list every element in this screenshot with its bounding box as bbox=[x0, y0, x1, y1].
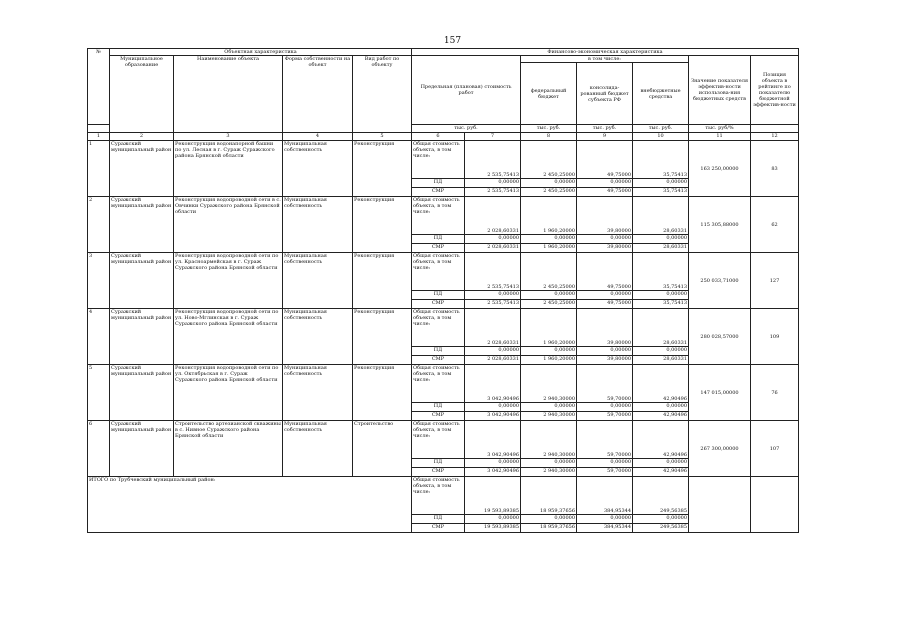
pd-regional-cell: 0,00000 bbox=[577, 179, 633, 188]
offbudget-cell: 42,90496 bbox=[633, 421, 689, 459]
pd-cost-cell: 0,00000 bbox=[465, 515, 521, 524]
header-federal: федеральный бюджет bbox=[521, 63, 577, 125]
pd-cost-cell: 0,00000 bbox=[465, 179, 521, 188]
rank-cell: 76 bbox=[751, 365, 799, 421]
header-including: в том числе: bbox=[521, 56, 689, 63]
object-name-cell: Реконструкция водопроводной сети по ул. Красноармейская в г. Сураж Суражского района Брянской области bbox=[174, 253, 283, 309]
object-name-cell: Реконструкция водонапорной башни по ул. Лесная в г. Сураж Суражского района Брянской области bbox=[174, 141, 283, 197]
smr-label: СМР bbox=[412, 188, 465, 197]
pd-federal-cell: 0,00000 bbox=[521, 235, 577, 244]
total-cost-cell: 2 535,75413 bbox=[465, 253, 521, 291]
pd-label: ПД bbox=[412, 235, 465, 244]
pd-cost-cell: 0,00000 bbox=[465, 459, 521, 468]
page-number: 157 bbox=[443, 36, 462, 46]
federal-cell: 1 960,20000 bbox=[521, 197, 577, 235]
total-label-cell: Общая стоимость объекта, в том числе: bbox=[412, 197, 465, 235]
smr-offbudget-cell: 42,90496 bbox=[633, 412, 689, 421]
smr-offbudget-cell: 42,90496 bbox=[633, 468, 689, 477]
colnum: 11 bbox=[689, 133, 751, 141]
colnum: 2 bbox=[110, 133, 174, 141]
colnum: 4 bbox=[283, 133, 353, 141]
smr-offbudget-cell: 28,60331 bbox=[633, 356, 689, 365]
rank-cell: 62 bbox=[751, 197, 799, 253]
pd-federal-cell: 0,00000 bbox=[521, 459, 577, 468]
colnum: 3 bbox=[174, 133, 283, 141]
total-row-label: ИТОГО по Трубчевский муниципальный район: bbox=[88, 477, 412, 533]
federal-cell: 2 940,30000 bbox=[521, 421, 577, 459]
total-label-cell: Общая стоимость объекта, в том числе: bbox=[412, 421, 465, 459]
municipality-cell: Суражский муниципальный район bbox=[110, 197, 174, 253]
pd-offbudget-cell: 0,00000 bbox=[633, 403, 689, 412]
smr-offbudget-cell: 249,56385 bbox=[633, 524, 689, 533]
object-name-cell: Строительство артезианской скважины в с. Нивное Суражского района Брянской области bbox=[174, 421, 283, 477]
ownership-cell: Муниципальная собственность bbox=[283, 197, 353, 253]
row-number: 1 bbox=[88, 141, 110, 197]
smr-federal-cell: 2 940,30000 bbox=[521, 412, 577, 421]
regional-cell: 39,80000 bbox=[577, 309, 633, 347]
colnum: 1 bbox=[88, 133, 110, 141]
row-number: 6 bbox=[88, 421, 110, 477]
work-type-cell: Реконструкция bbox=[353, 365, 412, 421]
pd-cost-cell: 0,00000 bbox=[465, 347, 521, 356]
rank-cell: 109 bbox=[751, 309, 799, 365]
header-object-name: Наименование объекта bbox=[174, 56, 283, 133]
smr-federal-cell: 1 960,20000 bbox=[521, 244, 577, 253]
header-rank: Позиция объекта в рейтинге по показателю бюджетной эффектив-ности bbox=[751, 56, 799, 125]
unit-offbudget: тыс. руб. bbox=[633, 125, 689, 133]
smr-cost-cell: 19 593,89385 bbox=[465, 524, 521, 533]
offbudget-cell: 28,60331 bbox=[633, 197, 689, 235]
pd-label: ПД bbox=[412, 459, 465, 468]
total-cost-cell: 2 028,60331 bbox=[465, 197, 521, 235]
finance-table bbox=[87, 48, 799, 533]
pd-offbudget-cell: 0,00000 bbox=[633, 291, 689, 300]
total-cost-cell: 3 042,90496 bbox=[465, 365, 521, 403]
pd-cost-cell: 0,00000 bbox=[465, 291, 521, 300]
total-cost-cell: 19 593,89385 bbox=[465, 477, 521, 515]
object-name-cell: Реконструкция водопроводной сети по ул. Октябрьская в г. Сураж Суражского района Брянской области bbox=[174, 365, 283, 421]
pd-label: ПД bbox=[412, 179, 465, 188]
smr-cost-cell: 2 028,60331 bbox=[465, 356, 521, 365]
rank-cell bbox=[751, 477, 799, 533]
federal-cell: 18 959,37656 bbox=[521, 477, 577, 515]
total-cost-cell: 3 042,90496 bbox=[465, 421, 521, 459]
colnum: 12 bbox=[751, 133, 799, 141]
rank-cell: 107 bbox=[751, 421, 799, 477]
smr-label: СМР bbox=[412, 412, 465, 421]
smr-cost-cell: 3 042,90496 bbox=[465, 468, 521, 477]
pd-label: ПД bbox=[412, 403, 465, 412]
regional-cell: 49,75000 bbox=[577, 253, 633, 291]
colnum: 7 bbox=[465, 133, 521, 141]
smr-regional-cell: 39,80000 bbox=[577, 244, 633, 253]
pd-federal-cell: 0,00000 bbox=[521, 515, 577, 524]
ownership-cell: Муниципальная собственность bbox=[283, 253, 353, 309]
pd-label: ПД bbox=[412, 515, 465, 524]
municipality-cell: Суражский муниципальный район bbox=[110, 421, 174, 477]
object-name-cell: Реконструкция водопроводной сети по ул. Ново-Мглинская в г. Сураж Суражского района Брянской области bbox=[174, 309, 283, 365]
work-type-cell: Реконструкция bbox=[353, 253, 412, 309]
smr-label: СМР bbox=[412, 244, 465, 253]
smr-label: СМР bbox=[412, 356, 465, 365]
work-type-cell: Реконструкция bbox=[353, 309, 412, 365]
total-label-cell: Общая стоимость объекта, в том числе: bbox=[412, 309, 465, 347]
pd-regional-cell: 0,00000 bbox=[577, 403, 633, 412]
smr-federal-cell: 1 960,20000 bbox=[521, 356, 577, 365]
efficiency-cell: 147 015,00000 bbox=[689, 365, 751, 421]
header-work-type: Вид работ по объекту bbox=[353, 56, 412, 133]
header-object-char: Объектная характеристика bbox=[110, 49, 412, 56]
smr-cost-cell: 3 042,90496 bbox=[465, 412, 521, 421]
smr-regional-cell: 49,75000 bbox=[577, 188, 633, 197]
rank-cell: 127 bbox=[751, 253, 799, 309]
pd-federal-cell: 0,00000 bbox=[521, 291, 577, 300]
pd-cost-cell: 0,00000 bbox=[465, 403, 521, 412]
pd-offbudget-cell: 0,00000 bbox=[633, 459, 689, 468]
header-regional: консолида-рованный бюджет субъекта РФ bbox=[577, 63, 633, 125]
smr-cost-cell: 2 028,60331 bbox=[465, 244, 521, 253]
pd-offbudget-cell: 0,00000 bbox=[633, 235, 689, 244]
header-ownership: Форма собственности на объект bbox=[283, 56, 353, 133]
row-number: 4 bbox=[88, 309, 110, 365]
row-number: 5 bbox=[88, 365, 110, 421]
pd-regional-cell: 0,00000 bbox=[577, 515, 633, 524]
pd-cost-cell: 0,00000 bbox=[465, 235, 521, 244]
ownership-cell: Муниципальная собственность bbox=[283, 365, 353, 421]
header-efficiency: Значение показателя эффектив-ности использова-ния бюджетных средств bbox=[689, 56, 751, 125]
object-row bbox=[88, 253, 799, 291]
municipality-cell: Суражский муниципальный район bbox=[110, 309, 174, 365]
smr-regional-cell: 39,80000 bbox=[577, 356, 633, 365]
municipality-cell: Суражский муниципальный район bbox=[110, 253, 174, 309]
smr-cost-cell: 2 535,75413 bbox=[465, 188, 521, 197]
smr-federal-cell: 18 959,37656 bbox=[521, 524, 577, 533]
header-num: № bbox=[88, 49, 110, 125]
object-row bbox=[88, 421, 799, 459]
federal-cell: 2 450,25000 bbox=[521, 141, 577, 179]
total-label-cell: Общая стоимость объекта, в том числе: bbox=[412, 141, 465, 179]
pd-label: ПД bbox=[412, 291, 465, 300]
federal-cell: 2 940,30000 bbox=[521, 365, 577, 403]
smr-label: СМР bbox=[412, 300, 465, 309]
smr-federal-cell: 2 450,25000 bbox=[521, 300, 577, 309]
header-offbudget: внебюджетные средства bbox=[633, 63, 689, 125]
municipality-cell: Суражский муниципальный район bbox=[110, 141, 174, 197]
regional-cell: 59,70000 bbox=[577, 421, 633, 459]
smr-offbudget-cell: 35,75413 bbox=[633, 300, 689, 309]
header-fin-char: Финансово-экономическая характеристика bbox=[412, 49, 799, 56]
total-cost-cell: 2 028,60331 bbox=[465, 309, 521, 347]
pd-label: ПД bbox=[412, 347, 465, 356]
total-label-cell: Общая стоимость объекта, в том числе: bbox=[412, 253, 465, 291]
header-cost: Предельная (плановая) стоимость работ bbox=[412, 56, 521, 125]
offbudget-cell: 28,60331 bbox=[633, 309, 689, 347]
pd-federal-cell: 0,00000 bbox=[521, 179, 577, 188]
ownership-cell: Муниципальная собственность bbox=[283, 309, 353, 365]
ownership-cell: Муниципальная собственность bbox=[283, 141, 353, 197]
efficiency-cell: 267 300,00000 bbox=[689, 421, 751, 477]
smr-offbudget-cell: 35,75413 bbox=[633, 188, 689, 197]
colnum: 9 bbox=[577, 133, 633, 141]
smr-federal-cell: 2 940,30000 bbox=[521, 468, 577, 477]
work-type-cell: Реконструкция bbox=[353, 197, 412, 253]
smr-regional-cell: 49,75000 bbox=[577, 300, 633, 309]
row-number: 3 bbox=[88, 253, 110, 309]
efficiency-cell: 163 250,00000 bbox=[689, 141, 751, 197]
pd-offbudget-cell: 0,00000 bbox=[633, 515, 689, 524]
row-number: 2 bbox=[88, 197, 110, 253]
total-label-cell: Общая стоимость объекта, в том числе: bbox=[412, 365, 465, 403]
unit-regional: тыс. руб. bbox=[577, 125, 633, 133]
unit-cost: тыс. руб. bbox=[412, 125, 521, 133]
smr-label: СМР bbox=[412, 468, 465, 477]
colnum: 6 bbox=[412, 133, 465, 141]
pd-regional-cell: 0,00000 bbox=[577, 291, 633, 300]
object-name-cell: Реконструкция водопроводной сети в с. Овчинки Суражского района Брянской области bbox=[174, 197, 283, 253]
total-row bbox=[88, 477, 799, 515]
federal-cell: 1 960,20000 bbox=[521, 309, 577, 347]
total-label-cell: Общая стоимость объекта, в том числе: bbox=[412, 477, 465, 515]
pd-offbudget-cell: 0,00000 bbox=[633, 179, 689, 188]
offbudget-cell: 35,75413 bbox=[633, 141, 689, 179]
offbudget-cell: 42,90496 bbox=[633, 365, 689, 403]
smr-regional-cell: 384,95344 bbox=[577, 524, 633, 533]
efficiency-cell: 250 033,71000 bbox=[689, 253, 751, 309]
colnum: 10 bbox=[633, 133, 689, 141]
smr-regional-cell: 59,70000 bbox=[577, 412, 633, 421]
smr-regional-cell: 59,70000 bbox=[577, 468, 633, 477]
pd-offbudget-cell: 0,00000 bbox=[633, 347, 689, 356]
rank-cell: 83 bbox=[751, 141, 799, 197]
federal-cell: 2 450,25000 bbox=[521, 253, 577, 291]
unit-efficiency: тыс. руб/% bbox=[689, 125, 751, 133]
pd-regional-cell: 0,00000 bbox=[577, 235, 633, 244]
efficiency-cell: 115 305,88000 bbox=[689, 197, 751, 253]
municipality-cell: Суражский муниципальный район bbox=[110, 365, 174, 421]
object-row bbox=[88, 365, 799, 403]
unit-federal: тыс. руб. bbox=[521, 125, 577, 133]
efficiency-cell bbox=[689, 477, 751, 533]
object-row bbox=[88, 141, 799, 179]
pd-regional-cell: 0,00000 bbox=[577, 459, 633, 468]
column-numbers-row bbox=[88, 133, 799, 141]
pd-federal-cell: 0,00000 bbox=[521, 347, 577, 356]
regional-cell: 39,80000 bbox=[577, 197, 633, 235]
ownership-cell: Муниципальная собственность bbox=[283, 421, 353, 477]
pd-federal-cell: 0,00000 bbox=[521, 403, 577, 412]
work-type-cell: Строительство bbox=[353, 421, 412, 477]
header-municipality: Муниципальное образование bbox=[110, 56, 174, 133]
smr-federal-cell: 2 450,25000 bbox=[521, 188, 577, 197]
regional-cell: 384,95344 bbox=[577, 477, 633, 515]
smr-label: СМР bbox=[412, 524, 465, 533]
efficiency-cell: 280 028,57000 bbox=[689, 309, 751, 365]
object-row bbox=[88, 309, 799, 347]
colnum: 8 bbox=[521, 133, 577, 141]
object-row bbox=[88, 197, 799, 235]
colnum: 5 bbox=[353, 133, 412, 141]
offbudget-cell: 35,75413 bbox=[633, 253, 689, 291]
pd-regional-cell: 0,00000 bbox=[577, 347, 633, 356]
work-type-cell: Реконструкция bbox=[353, 141, 412, 197]
total-cost-cell: 2 535,75413 bbox=[465, 141, 521, 179]
regional-cell: 49,75000 bbox=[577, 141, 633, 179]
smr-cost-cell: 2 535,75413 bbox=[465, 300, 521, 309]
regional-cell: 59,70000 bbox=[577, 365, 633, 403]
smr-offbudget-cell: 28,60331 bbox=[633, 244, 689, 253]
offbudget-cell: 249,56385 bbox=[633, 477, 689, 515]
